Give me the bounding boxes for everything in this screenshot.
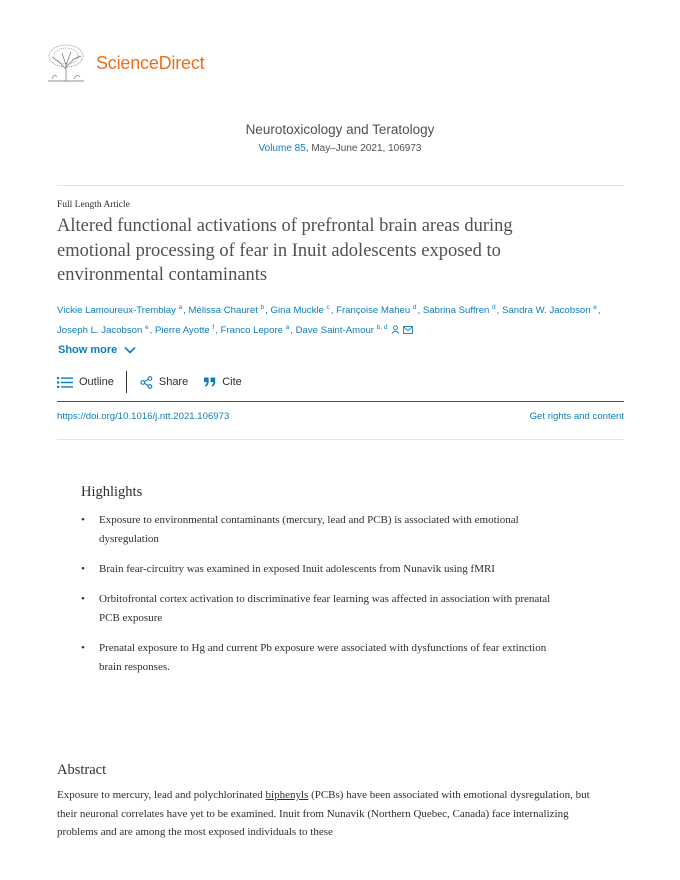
rights-link[interactable]: Get rights and content (529, 411, 624, 422)
outline-button[interactable] (57, 376, 114, 389)
volume-link[interactable]: Volume 85 (258, 143, 306, 154)
brand-name[interactable]: ScienceDirect (96, 52, 205, 73)
author-link[interactable]: Sabrina Suffren $^d$ (422, 304, 496, 317)
author-link[interactable]: Pierre Ayotte $^f$ (154, 323, 215, 336)
issue-info: , May–June 2021, 106973 (305, 143, 422, 154)
cite-label: Cite (222, 376, 242, 388)
email-icon[interactable] (403, 326, 413, 334)
outline-label: Outline (79, 376, 114, 388)
article-type: Full Length Article (57, 200, 130, 210)
list-item: • Brain fear-circuitry was examined in exposed Inuit adolescents from Nunavik using fMRI (81, 560, 551, 579)
abstract-text: Exposure to mercury, lead and polychlorinated biphenyls (PCBs) have been associated with emotional dysregulation, but their neuronal correlates have yet to be examined. Inuit from Nunavik (Northern Quebec, Canada) face internalizing problems and are among the most exposed individuals to these (57, 789, 590, 839)
list-item: • Orbitofrontal cortex activation to discriminative fear learning was affected in association with prenatal PCB exposure (81, 590, 551, 628)
toolbar-rule (57, 401, 624, 402)
share-icon (140, 376, 153, 389)
show-more-button[interactable] (58, 344, 136, 356)
quote-icon (204, 377, 216, 387)
cite-button[interactable] (204, 376, 242, 388)
author-link[interactable]: Dave Saint-Amour $^{b, d}$ (295, 323, 388, 336)
article-title: Altered functional activations of prefrontal brain areas during emotional processing of fear in Inuit adolescents exposed to environmental contaminants (57, 216, 513, 285)
highlights-list (81, 511, 551, 688)
author-link[interactable]: Françoise Maheu $^d$ (336, 304, 417, 317)
doi-link[interactable]: https://doi.org/10.1016/j.ntt.2021.106973 (57, 411, 230, 422)
show-more-label: Show more (58, 344, 118, 356)
abstract-heading: Abstract (57, 762, 107, 778)
header (44, 42, 204, 84)
person-icon[interactable] (391, 325, 400, 334)
chevron-down-icon (124, 346, 136, 354)
list-item: • Prenatal exposure to Hg and current Pb exposure were associated with dysfunctions of fear extinction brain responses. (81, 639, 551, 677)
share-label: Share (158, 376, 189, 388)
biphenyls-link[interactable]: biphenyls (265, 789, 309, 801)
author-list: Vickie Lamoureux-Tremblay $^a$, Mélissa Chauret $^b$, Gina Muckle $^c$, Françoise Maheu $^d$, Sabrina Suffren $^d$, Sandra W. Jacobson $^e$, Joseph L. Jacobson $^e$, Pierre Ayotte $^f$, Franco Lepore $^a$, Dave Saint-Amour $^{b, d}$ (57, 304, 601, 336)
elsevier-tree-logo[interactable] (44, 43, 88, 83)
divider (57, 439, 624, 440)
list-icon (57, 376, 73, 389)
author-link[interactable]: Vickie Lamoureux-Tremblay $^a$ (57, 304, 183, 317)
author-link[interactable]: Joseph L. Jacobson $^e$ (57, 323, 149, 336)
list-item: • Exposure to environmental contaminants (mercury, lead and PCB) is associated with emotional dysregulation (81, 511, 551, 549)
author-link[interactable]: Gina Muckle $^c$ (270, 304, 330, 317)
divider (57, 185, 624, 186)
share-button[interactable] (140, 376, 188, 389)
highlights-heading: Highlights (81, 484, 143, 500)
article-toolbar (57, 370, 242, 394)
author-link[interactable]: Franco Lepore $^a$ (220, 323, 290, 336)
journal-volume (0, 143, 680, 154)
journal-title[interactable]: Neurotoxicology and Teratology (245, 122, 435, 137)
author-link[interactable]: Mélissa Chauret $^b$ (188, 304, 265, 317)
author-link[interactable]: Sandra W. Jacobson $^e$ (502, 304, 597, 317)
toolbar-divider (126, 371, 127, 393)
